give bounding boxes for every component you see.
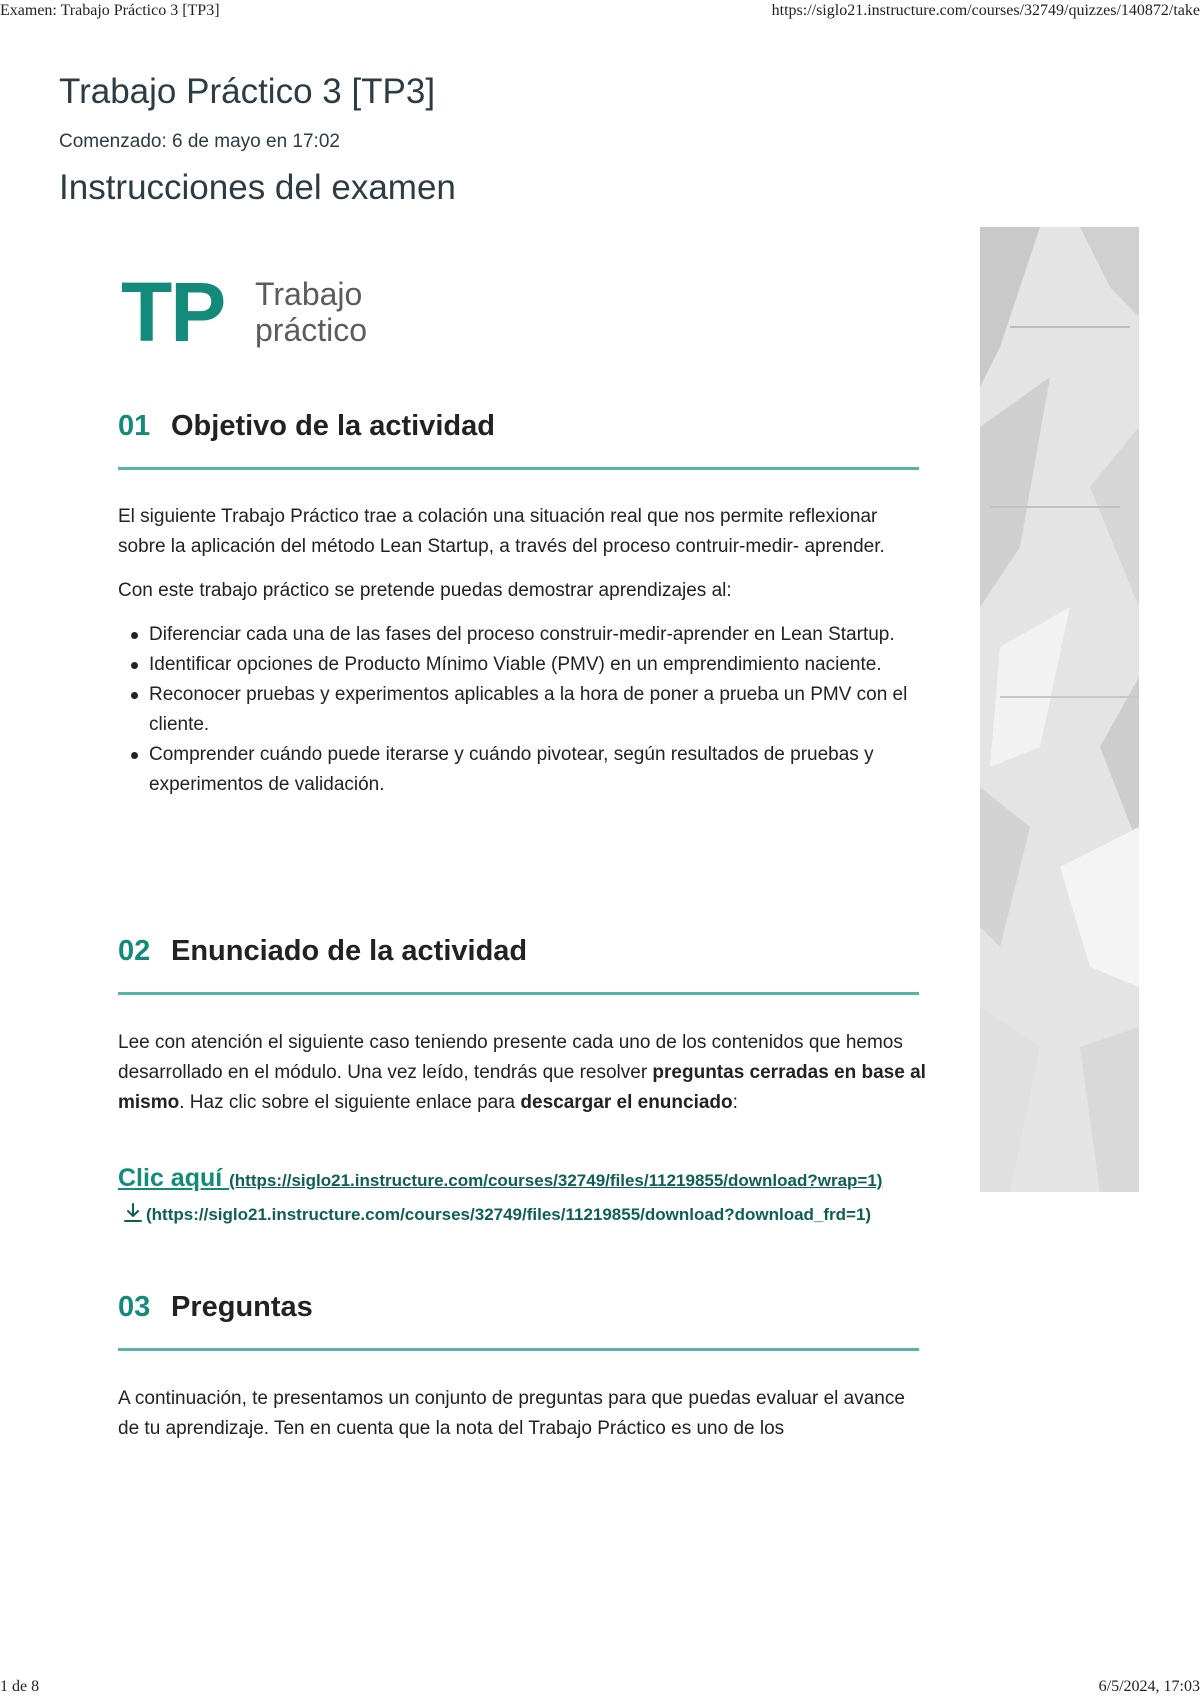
section-01-title: Objetivo de la actividad xyxy=(171,410,495,442)
download-link-line xyxy=(118,1164,948,1193)
list-item: Identificar opciones de Producto Mínimo Viable (PMV) en un emprendimiento naciente. xyxy=(118,650,928,680)
print-header-title: Examen: Trabajo Práctico 3 [TP3] xyxy=(0,2,220,19)
section-01-paragraph-1: El siguiente Trabajo Práctico trae a colación una situación real que nos permite reflexionar sobre la aplicación del método Lean Startup, a través del proceso contruir-medir- aprender. xyxy=(118,506,885,557)
section-02-text-a: Lee con atención el siguiente caso teniendo presente cada uno de los contenidos que hemos desarrollado en el módulo. Una vez leído, tendrás que resolver xyxy=(118,1032,903,1083)
section-03-paragraph: A continuación, te presentamos un conjunto de preguntas para que puedas evaluar el avance de tu aprendizaje. Ten en cuenta que la nota del Trabajo Práctico es uno de los xyxy=(118,1388,905,1439)
started-value: 6 de mayo en 17:02 xyxy=(172,131,340,152)
section-01-number: 01 xyxy=(118,410,151,442)
section-03-heading xyxy=(118,1287,313,1327)
section-03-divider xyxy=(118,1348,919,1351)
section-03-number: 03 xyxy=(118,1291,151,1323)
section-02-heading xyxy=(118,931,527,971)
section-02-bold-b: descargar el enunciado xyxy=(520,1092,733,1113)
logo-line-2: práctico xyxy=(255,312,368,348)
print-footer xyxy=(0,1678,1200,1698)
list-item: Diferenciar cada una de las fases del proceso construir-medir-aprender en Lean Startup. xyxy=(118,620,928,650)
download-file-line xyxy=(118,1202,948,1226)
section-02-paragraph xyxy=(118,1028,928,1118)
instructions-title: Instrucciones del examen xyxy=(59,168,456,207)
section-02-title: Enunciado de la actividad xyxy=(171,935,528,967)
print-footer-page: 1 de 8 xyxy=(0,1678,40,1695)
section-03-title: Preguntas xyxy=(171,1291,313,1323)
print-header xyxy=(0,2,1200,22)
download-icon[interactable] xyxy=(122,1202,144,1224)
list-item: Reconocer pruebas y experimentos aplicables a la hora de poner a prueba un PMV con el cliente. xyxy=(118,680,928,740)
started-info xyxy=(59,131,340,153)
section-02-number: 02 xyxy=(118,935,151,967)
started-label: Comenzado: xyxy=(59,131,167,152)
section-02-bold-a: preguntas cerradas en base al mismo xyxy=(118,1062,926,1113)
print-header-url: https://siglo21.instructure.com/courses/32749/quizzes/140872/take xyxy=(771,2,1200,19)
section-01-divider xyxy=(118,467,919,470)
section-02-text-b: . Haz clic sobre el siguiente enlace para xyxy=(179,1092,521,1113)
architecture-photo-icon xyxy=(980,227,1139,1192)
decorative-side-image xyxy=(980,227,1139,1192)
list-item: Comprender cuándo puede iterarse y cuándo pivotear, según resultados de pruebas y experimentos de validación. xyxy=(118,740,928,800)
page-title: Trabajo Práctico 3 [TP3] xyxy=(59,72,436,111)
logo-text xyxy=(255,276,405,348)
statement-file-link[interactable]: (https://siglo21.instructure.com/courses/32749/files/11219855/download?wrap=1) xyxy=(229,1171,883,1190)
logo-mark: TP xyxy=(121,265,225,359)
section-02-text-c: : xyxy=(732,1092,738,1113)
section-01-heading xyxy=(118,406,495,446)
print-footer-datetime: 6/5/2024, 17:03 xyxy=(1098,1678,1200,1695)
section-02-divider xyxy=(118,992,919,995)
section-01-bullet-list xyxy=(118,620,928,800)
download-file-url[interactable]: (https://siglo21.instructure.com/courses/32749/files/11219855/download?download_frd=1) xyxy=(146,1205,872,1224)
tp-logo xyxy=(121,265,401,359)
clic-aqui-link[interactable]: Clic aquí xyxy=(118,1164,230,1192)
section-01-paragraph-2: Con este trabajo práctico se pretende puedas demostrar aprendizajes al: xyxy=(118,580,732,601)
logo-line-1: Trabajo xyxy=(255,276,363,312)
